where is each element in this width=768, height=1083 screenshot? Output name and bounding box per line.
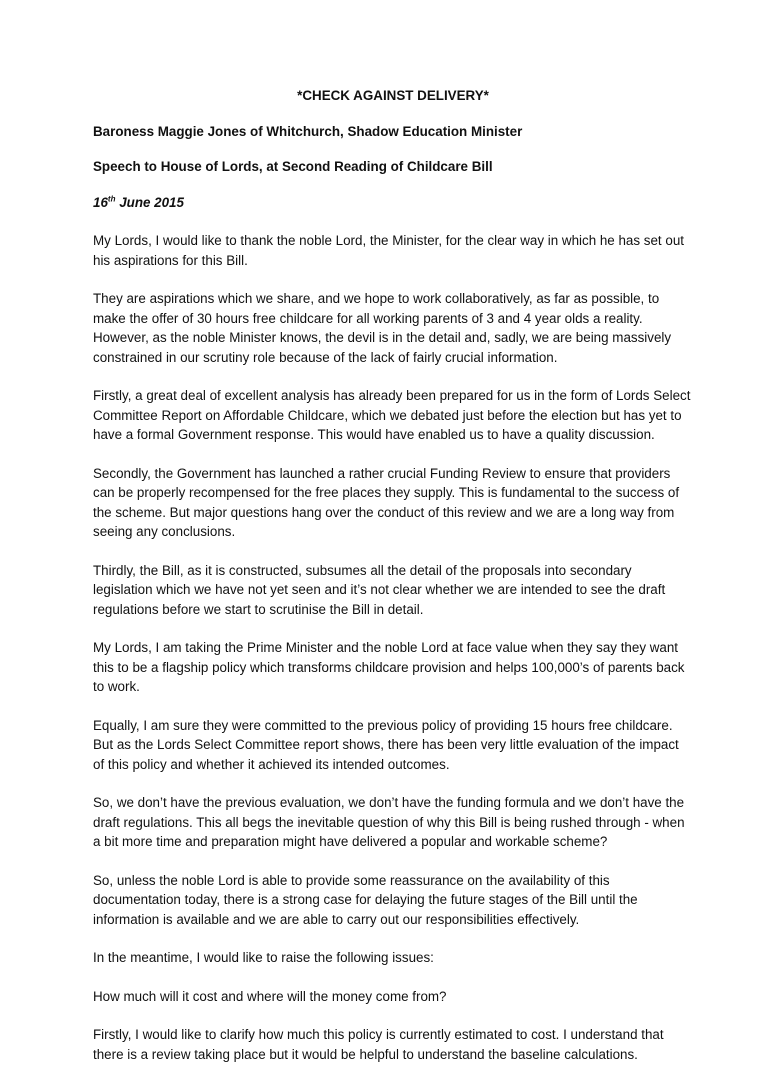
paragraph: My Lords, I would like to thank the noble Lord, the Minister, for the clear way in which he has set out his aspirations for this Bill. (93, 233, 684, 268)
paragraph: Firstly, a great deal of excellent analysis has already been prepared for us in the form of Lords Select Committee Report on Affordable Childcare, which we debated just before the election but has yet to have a formal Government response. This would have enabled us to have a quality discussion. (93, 388, 691, 442)
speaker-line: Baroness Maggie Jones of Whitchurch, Shadow Education Minister (93, 123, 523, 139)
document-title: *CHECK AGAINST DELIVERY* (297, 88, 489, 103)
paragraph: They are aspirations which we share, and we hope to work collaboratively, as far as possible, to make the offer of 30 hours free childcare for all working parents of 3 and 4 year olds a reality. However, as the noble Minister knows, the devil is in the detail and, sadly, we are being massively constrained in our scrutiny role because of the lack of fairly crucial information. (93, 291, 672, 365)
paragraph: Firstly, I would like to clarify how much this policy is currently estimated to cost. I understand that there is a review taking place but it would be helpful to understand the baseline calculations. (93, 1027, 664, 1062)
document-body (93, 86, 693, 1083)
paragraph: Secondly, the Government has launched a rather crucial Funding Review to ensure that providers can be properly recompensed for the free places they supply. This is fundamental to the success of the scheme. But major questions hang over the conduct of this review and we are a long way from seeing any conclusions. (93, 465, 680, 539)
paragraph: In the meantime, I would like to raise the following issues: (93, 950, 434, 965)
paragraph: Thirdly, the Bill, as it is constructed, subsumes all the detail of the proposals into secondary legislation which we have not yet seen and it’s not clear whether we are intended to see the draft regulations before we start to scrutinise the Bill in detail. (93, 562, 666, 617)
date-day: 16 (93, 194, 108, 210)
speech-date (93, 193, 693, 213)
paragraph: How much will it cost and where will the money come from? (93, 988, 447, 1004)
occasion-line: Speech to House of Lords, at Second Reading of Childcare Bill (93, 159, 493, 174)
paragraph: So, unless the noble Lord is able to provide some reassurance on the availability of this documentation today, there is a strong case for delaying the future stages of the Bill until the information is available and we are able to carry out our responsibilities effectively. (93, 872, 638, 927)
paragraph: My Lords, I am taking the Prime Minister and the noble Lord at face value when they say they want this to be a flagship policy which transforms childcare provision and helps 100,000’s of parents back to work. (93, 640, 685, 694)
paragraph: Equally, I am sure they were committed to the previous policy of providing 15 hours free childcare. But as the Lords Select Committee report shows, there has been very little evaluation of the impact of this policy and whether it achieved its intended outcomes. (93, 717, 679, 772)
paragraph: So, we don’t have the previous evaluation, we don’t have the funding formula and we don’t have the draft regulations. This all begs the inevitable question of why this Bill is being rushed through - when a bit more time and preparation might have delivered a popular and workable scheme? (93, 795, 685, 849)
date-month-year: June 2015 (115, 194, 184, 210)
date-suffix: th (107, 194, 116, 204)
